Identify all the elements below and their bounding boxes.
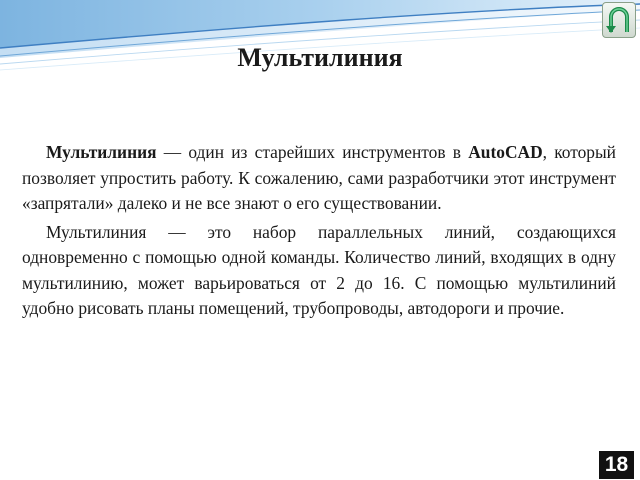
term-autocad: AutoCAD: [468, 142, 543, 162]
paragraph-definition: Мультилиния — это набор параллельных линий, создающихся одновременно с помощью одной команды. Количество линий, входящих в одну мультилинию, может варьироваться от 2 до 16. С помощью мультилиний удобно рисовать планы помещений, трубопроводы, автодороги и прочие.: [22, 221, 616, 318]
term-multiline: Мультилиния: [46, 142, 157, 162]
intro-continuation: , который позволяет упростить работу. К сожалению, сами разработчики этот инструмент «запрятали» далеко и не все знают о его существовании.: [22, 142, 616, 213]
intro-text: — один из старейших инструментов в: [156, 142, 469, 162]
u-turn-return-icon: [606, 6, 632, 34]
paragraph-intro: [22, 140, 616, 217]
back-button[interactable]: [602, 2, 636, 38]
slide-title: Мультилиния: [237, 43, 403, 72]
page-number: 18: [599, 451, 634, 479]
slide-body: [22, 140, 616, 322]
